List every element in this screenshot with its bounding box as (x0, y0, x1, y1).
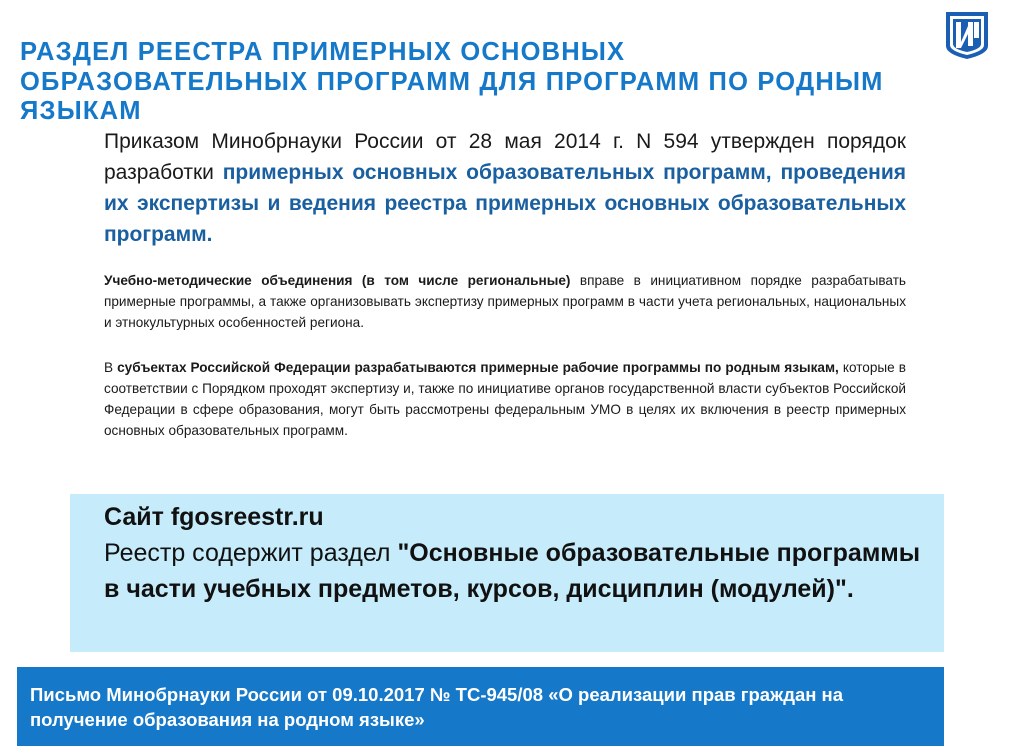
slide-title: РАЗДЕЛ РЕЕСТРА ПРИМЕРНЫХ ОСНОВНЫХ ОБРАЗОВАТЕЛЬНЫХ ПРОГРАММ ДЛЯ ПРОГРАММ ПО РОДНЫМ ЯЗЫКАМ (20, 38, 884, 125)
umo-paragraph (104, 270, 906, 333)
subjects-bold: субъектах Российской Федерации разрабатываются примерные рабочие программы по родным языкам, (117, 360, 839, 375)
umo-text: вправе в инициативном порядке разрабатывать примерные программы, а также организовывать экспертизу примерных программ в части учета региональных, национальных и этнокультурных особенностей региона. (104, 273, 906, 330)
site-title: Сайт fgosreestr.ru (104, 503, 324, 531)
order-paragraph (104, 126, 906, 250)
ip-logo-icon (944, 10, 990, 60)
subjects-text: которые в соответствии с Порядком проходят экспертизу и, также по инициативе органов государственной власти субъектов Российской Федерации в сфере образования, могут быть рассмотрены федеральным УМО в целях их включения в реестр примерных основных образовательных программ. (104, 360, 907, 438)
order-highlight: примерных основных образовательных программ, проведения их экспертизы и ведения реестра примерных основных образовательных программ. (104, 161, 906, 246)
site-info-box (70, 494, 944, 652)
subjects-lead: В (104, 360, 118, 375)
umo-bold: Учебно-методические объединения (в том числе региональные) (104, 273, 571, 288)
site-description (104, 535, 924, 607)
letter-banner (17, 667, 944, 746)
subjects-paragraph (104, 357, 906, 441)
site-desc-bold: "Основные образовательные программы в части учебных предметов, курсов, дисциплин (модулей)". (104, 539, 921, 603)
order-text: Приказом Минобрнауки России от 28 мая 2014 г. N 594 утвержден порядок разработки (104, 130, 906, 184)
letter-text: Письмо Минобрнауки России от 09.10.2017 № ТС-945/08 «О реализации прав граждан на получение образования на родном языке» (30, 684, 844, 730)
site-desc-plain: Реестр содержит раздел (104, 539, 398, 567)
